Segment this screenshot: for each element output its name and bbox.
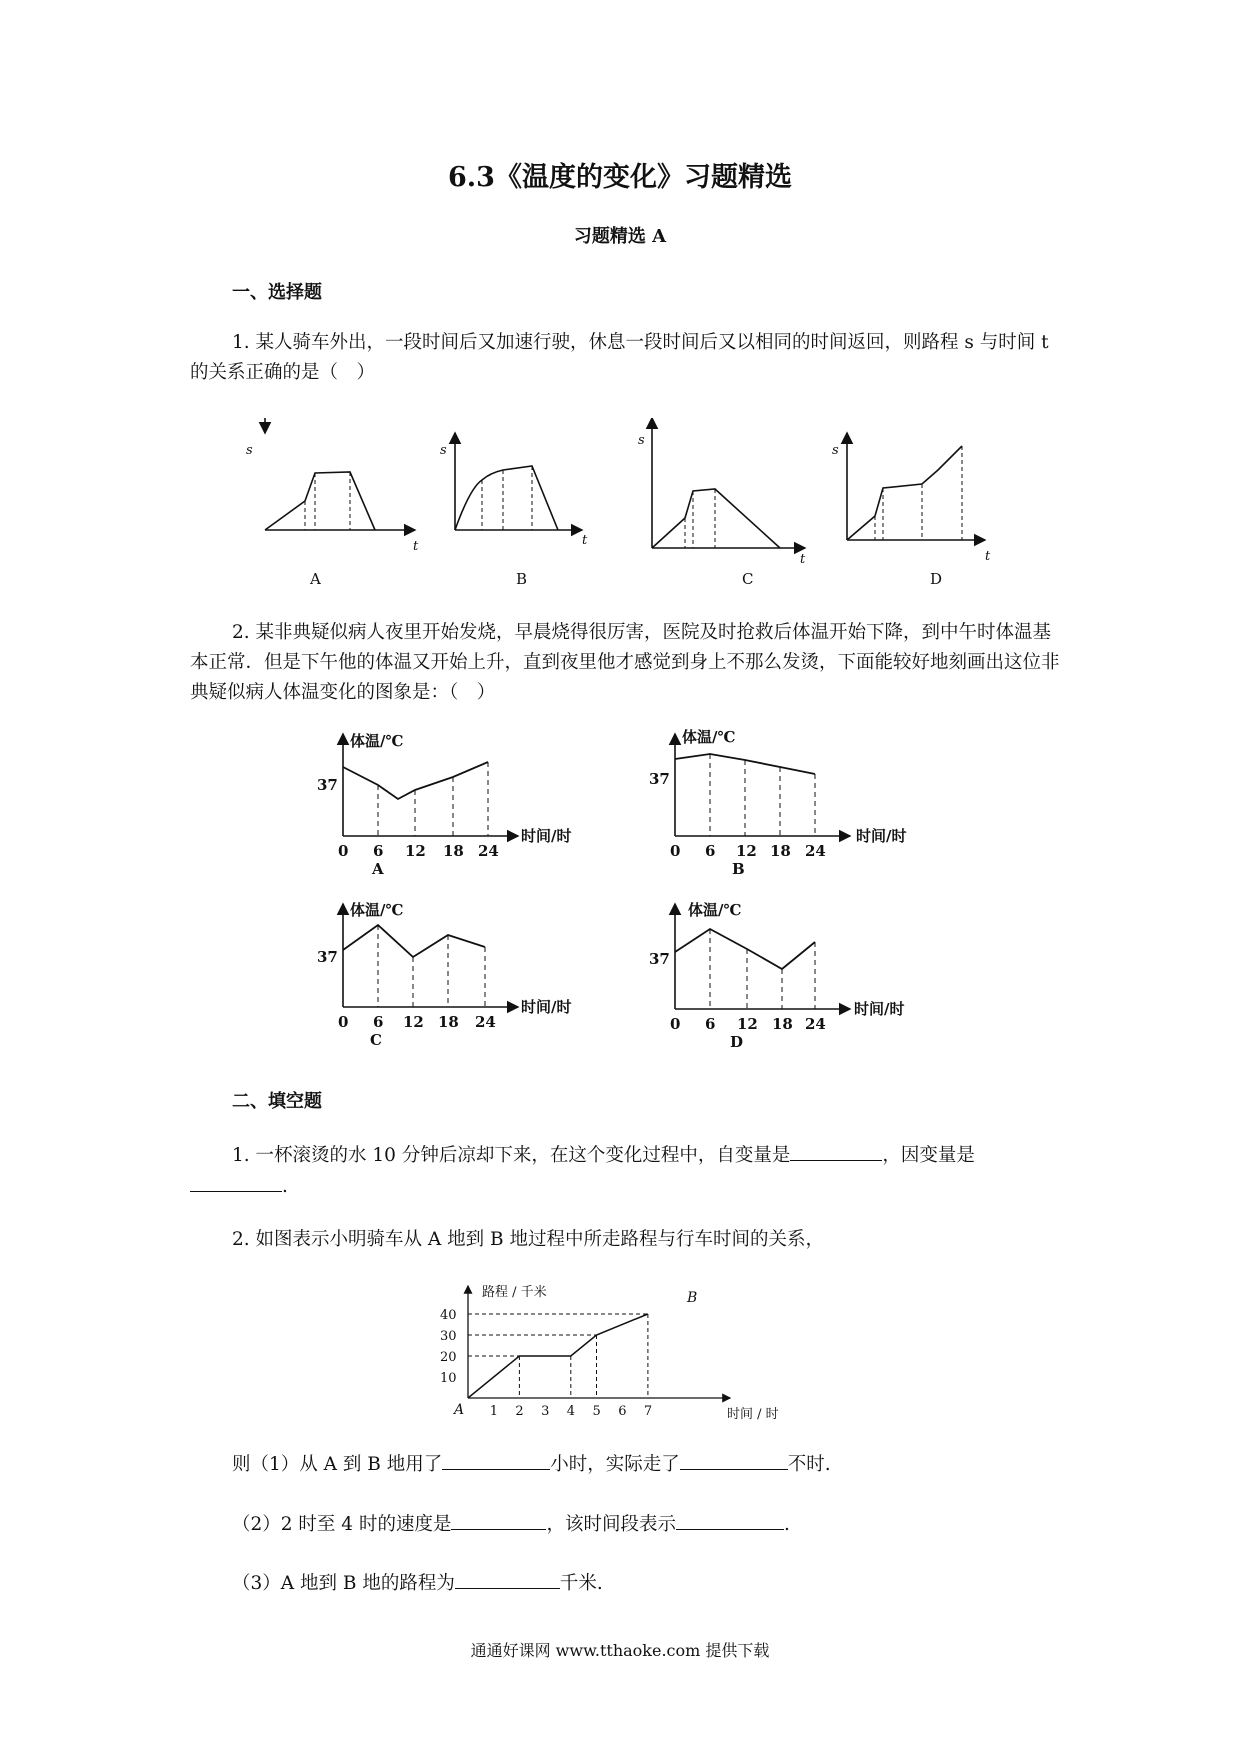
- fill-q1-blank-1[interactable]: [790, 1140, 882, 1161]
- q2-c-xtick-12: 12: [403, 1013, 424, 1031]
- q2-graph-a: [317, 732, 571, 878]
- fill-q1-text-a: 1. 一杯滚烫的水 10 分钟后凉却下来，在这个变化过程中，自变量是: [232, 1145, 791, 1166]
- q2-a-xtick-12: 12: [405, 842, 426, 860]
- fill-q2-sub1-c: 不时.: [787, 1454, 831, 1475]
- fill-q2-sub2-a: （2）2 时至 4 时的速度是: [232, 1514, 452, 1535]
- page-subtitle: 习题精选 A: [573, 226, 667, 247]
- q2-c-xlabel: 时间/时: [521, 998, 572, 1016]
- q2-graph-d: [649, 901, 904, 1051]
- q2-d-ytick: 37: [649, 950, 670, 968]
- q2-b-ylabel: 体温/℃: [682, 728, 736, 746]
- q1-d-axis-s: s: [832, 443, 839, 458]
- dt-y-tick-label: 40: [440, 1308, 457, 1323]
- q2-b-label: B: [732, 860, 745, 878]
- dt-x-ticks: [490, 1404, 652, 1419]
- section-heading-choice: 一、选择题: [232, 282, 322, 303]
- fill-q2-sub1: [232, 1449, 831, 1476]
- dt-start-label: A: [454, 1402, 465, 1418]
- q1-c-axis-s: s: [638, 433, 645, 448]
- q1-d-label: D: [930, 570, 943, 588]
- q2-b-xtick-0: 0: [670, 842, 681, 860]
- fill-q2-sub1-blank-1[interactable]: [442, 1449, 550, 1470]
- q2-d-label: D: [730, 1033, 744, 1051]
- dt-y-tick-label: 30: [440, 1329, 457, 1344]
- fill-q1-text-c: 量是: [937, 1145, 975, 1166]
- fill-q2-sub3-a: （3）A 地到 B 地的路程为: [232, 1573, 455, 1594]
- dt-x-tick-label: 2: [515, 1404, 524, 1419]
- q1-graph-a: [246, 418, 419, 588]
- dt-end-label: B: [687, 1290, 698, 1306]
- q2-graph-options: [300, 722, 950, 1057]
- fill-q1-text-d: .: [282, 1176, 288, 1197]
- dt-y-ticks: [440, 1308, 457, 1386]
- q2-b-xlabel: 时间/时: [856, 827, 907, 845]
- q2-b-xtick-6: 6: [705, 842, 716, 860]
- dt-y-tick-label: 10: [440, 1371, 457, 1386]
- fill-q1-blank-2[interactable]: [190, 1171, 282, 1192]
- q2-c-xtick-24: 24: [475, 1013, 496, 1031]
- dt-x-tick-label: 5: [592, 1404, 601, 1419]
- fill-q2-sub1-b: 小时，实际走了: [550, 1454, 680, 1475]
- dt-series-line: [468, 1314, 648, 1398]
- q2-a-ylabel: 体温/℃: [350, 732, 404, 750]
- q2-d-xtick-24: 24: [805, 1015, 826, 1033]
- page-footer: 通通好课网 www.tthaoke.com 提供下载: [470, 1641, 770, 1660]
- q2-c-label: C: [370, 1031, 382, 1049]
- fill-q2-sub2-blank-1[interactable]: [451, 1509, 546, 1530]
- q1-c-axis-t: t: [800, 552, 806, 567]
- q2-d-xtick-12: 12: [737, 1015, 758, 1033]
- q2-b-xtick-12: 12: [736, 842, 757, 860]
- q2-c-xtick-18: 18: [438, 1013, 459, 1031]
- q1-a-axis-t: t: [413, 539, 419, 554]
- fill-q2-sub3-blank[interactable]: [455, 1568, 560, 1589]
- dt-x-tick-label: 1: [489, 1404, 498, 1419]
- question-1-text: 1. 某人骑车外出，一段时间后又加速行驶，休息一段时间后又以相同的时间返回，则路程 s 与时间 t 的关系正确的是（ ）: [190, 332, 1049, 383]
- q2-d-xtick-6: 6: [705, 1015, 716, 1033]
- q1-b-axis-t: t: [582, 533, 588, 548]
- q2-b-xtick-24: 24: [805, 842, 826, 860]
- q2-b-xtick-18: 18: [770, 842, 791, 860]
- q2-d-xlabel: 时间/时: [854, 1000, 905, 1018]
- q1-graph-b: [440, 433, 588, 588]
- q1-graph-c: [638, 418, 806, 588]
- q1-c-label: C: [742, 570, 754, 588]
- question-2-text: 2. 某非典疑似病人夜里开始发烧，早晨烧得很厉害，医院及时抢救后体温开始下降，到中午时体温基本正常．但是下午他的体温又开始上升，直到夜里他才感觉到身上不那么发烫，下面能较好地刻画出这位非典疑似病人体温变化的图象是：（ ）: [190, 622, 1060, 703]
- fill-q2-sub3: [232, 1568, 603, 1595]
- q1-b-label: B: [516, 570, 528, 588]
- fill-q2-sub2: [232, 1509, 790, 1536]
- q2-d-ylabel: 体温/℃: [688, 901, 742, 919]
- dt-x-tick-label: 4: [566, 1404, 576, 1419]
- fill-q2-sub2-blank-2[interactable]: [676, 1509, 784, 1530]
- fill-q1-text-b: ，因变: [882, 1145, 938, 1166]
- fill-question-1: [190, 1140, 1060, 1202]
- dt-x-tick-label: 3: [541, 1404, 550, 1419]
- page-title: 6.3《温度的变化》习题精选: [448, 162, 792, 193]
- q1-graph-options: [220, 418, 1080, 593]
- q2-a-xtick-0: 0: [338, 842, 349, 860]
- fill-q2-sub1-blank-2[interactable]: [680, 1449, 788, 1470]
- q2-d-xtick-18: 18: [772, 1015, 793, 1033]
- fill-q2-sub1-a: 则（1）从 A 到 B 地用了: [232, 1454, 443, 1475]
- fill-question-2-text: 2. 如图表示小明骑车从 A 地到 B 地过程中所走路程与行车时间的关系，: [232, 1229, 825, 1250]
- dt-ylabel: 路程 / 千米: [482, 1285, 547, 1300]
- fill-q2-sub2-b: ，该时间段表示: [546, 1514, 676, 1535]
- q2-a-xlabel: 时间/时: [521, 827, 572, 845]
- q2-a-xtick-24: 24: [478, 842, 499, 860]
- dt-xlabel: 时间 / 时: [727, 1407, 779, 1422]
- section-heading-fill: 二、填空题: [232, 1091, 322, 1112]
- q1-a-axis-s: s: [246, 443, 253, 458]
- q2-graph-b: [649, 728, 906, 878]
- q2-b-ytick: 37: [649, 770, 670, 788]
- distance-time-chart: [440, 1280, 820, 1430]
- q1-graph-d: [832, 433, 991, 588]
- q2-c-ytick: 37: [317, 948, 338, 966]
- q1-b-axis-s: s: [440, 443, 447, 458]
- q2-a-xtick-6: 6: [373, 842, 384, 860]
- dt-x-tick-label: 6: [618, 1404, 627, 1419]
- dt-y-tick-label: 20: [440, 1350, 457, 1365]
- q2-a-ytick: 37: [317, 776, 338, 794]
- q2-a-label: A: [372, 860, 384, 878]
- q1-a-label: A: [310, 570, 321, 588]
- fill-q2-sub3-b: 千米.: [559, 1573, 603, 1594]
- fill-q2-sub2-c: .: [783, 1514, 790, 1535]
- q1-d-axis-t: t: [985, 549, 991, 564]
- q2-c-xtick-6: 6: [373, 1013, 384, 1031]
- q2-d-xtick-0: 0: [670, 1015, 681, 1033]
- q2-a-xtick-18: 18: [443, 842, 464, 860]
- dt-x-tick-label: 7: [643, 1404, 653, 1419]
- q2-graph-c: [317, 901, 571, 1049]
- q2-c-xtick-0: 0: [338, 1013, 349, 1031]
- q2-c-ylabel: 体温/℃: [350, 901, 404, 919]
